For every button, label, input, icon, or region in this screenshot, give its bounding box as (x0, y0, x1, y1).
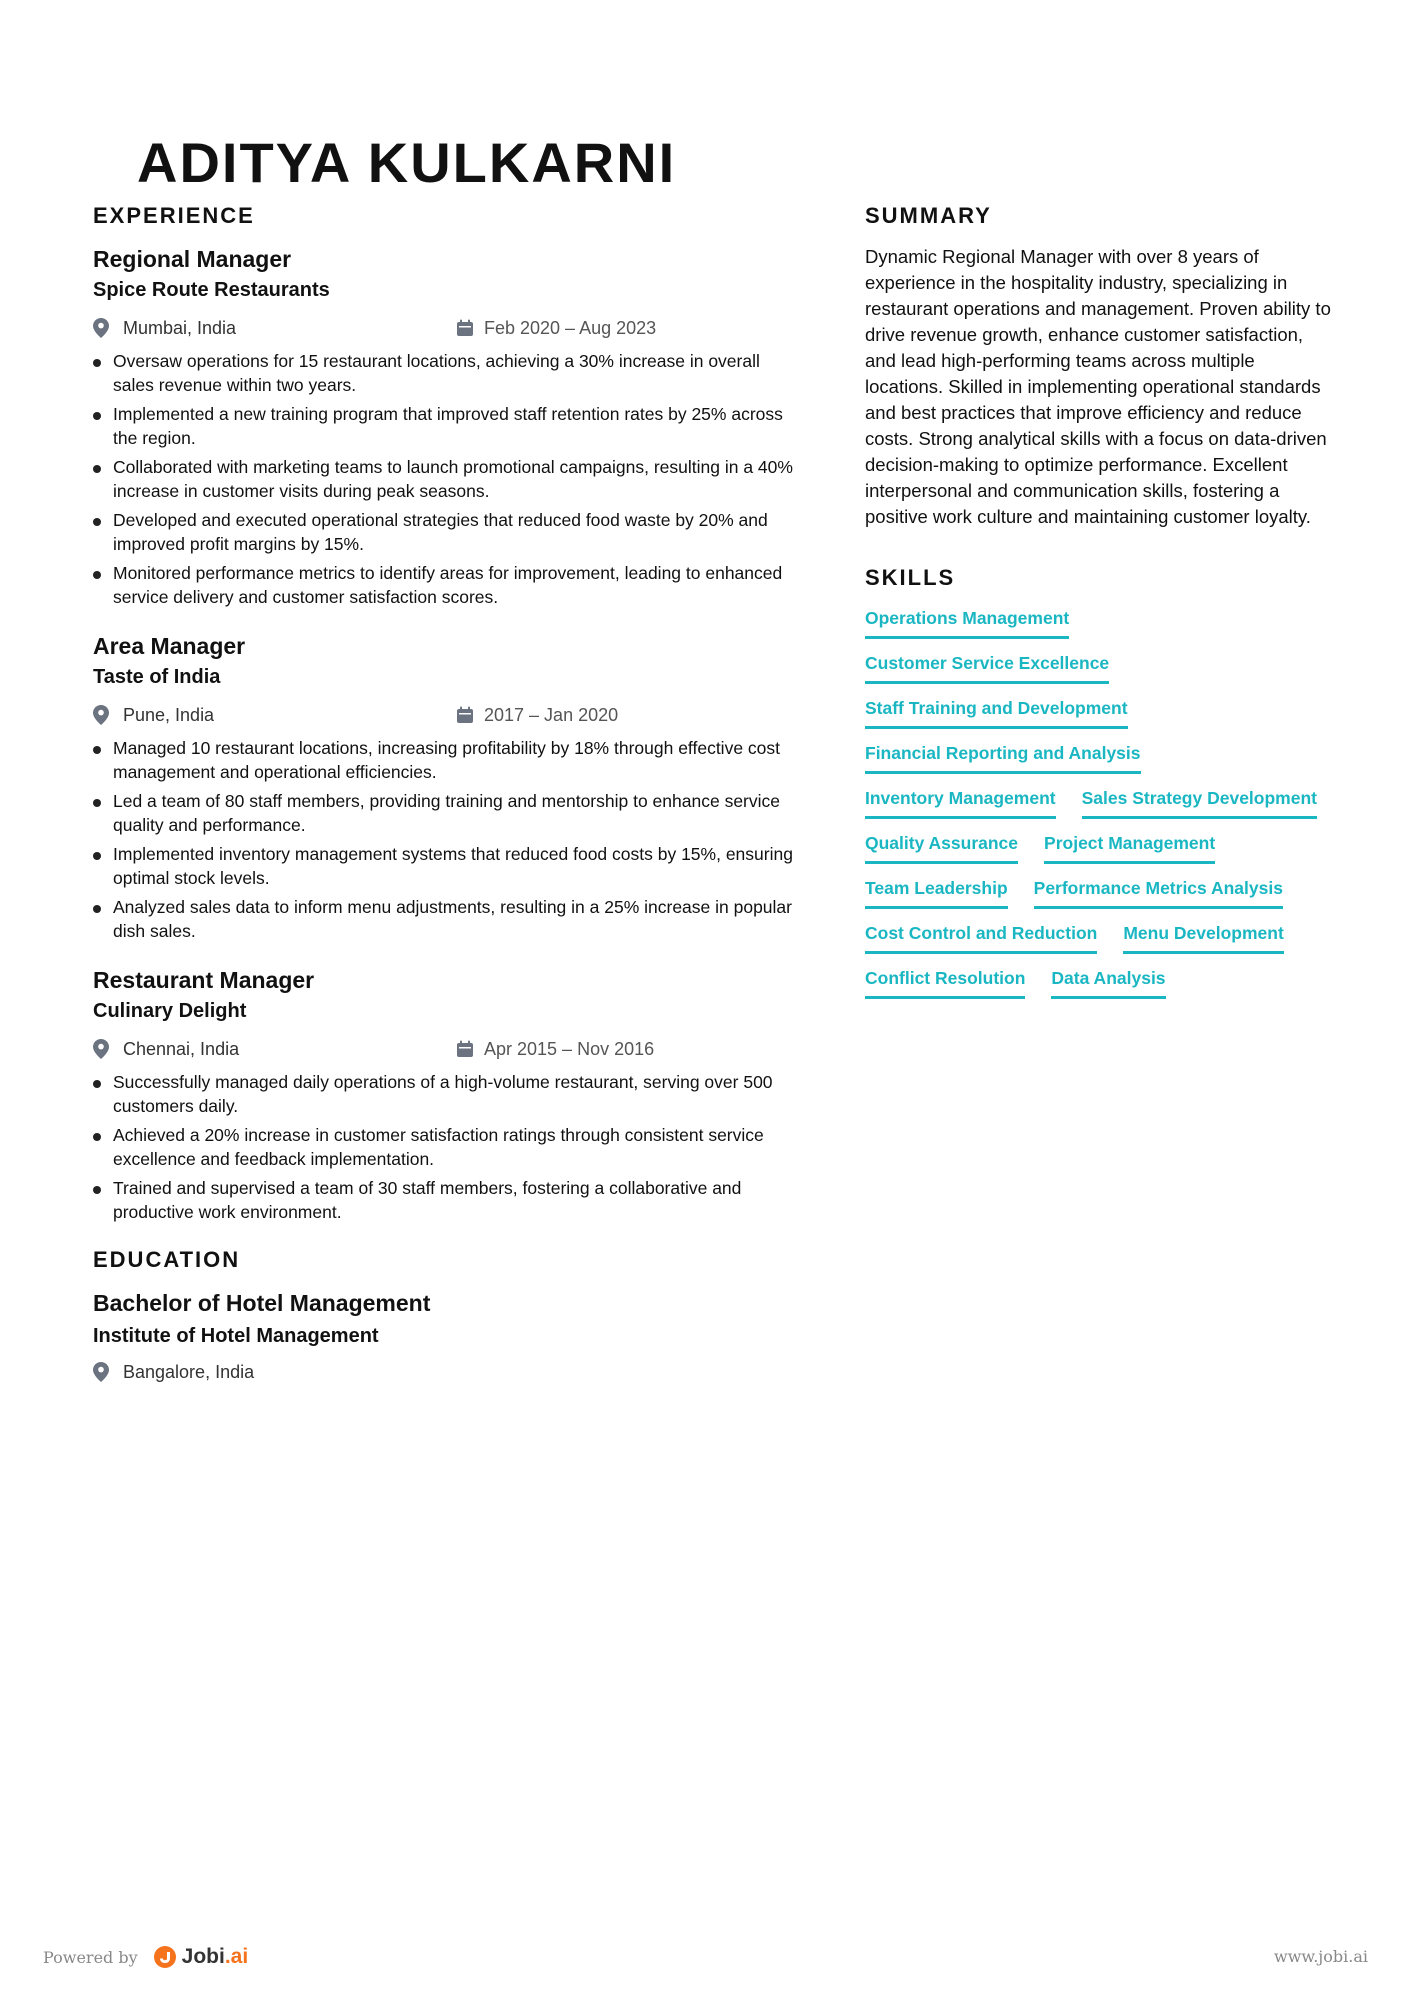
job-dates (456, 701, 618, 729)
skill-tag: Conflict Resolution (865, 966, 1025, 999)
education-location-text: Bangalore, India (123, 1362, 255, 1382)
jobi-logo[interactable] (154, 1945, 249, 1969)
education-school: Institute of Hotel Management (93, 1325, 379, 1347)
right-column (865, 202, 1335, 999)
map-pin-icon (93, 705, 109, 725)
job-entry (93, 244, 803, 609)
job-entry (93, 965, 803, 1224)
job-bullet: Oversaw operations for 15 restaurant locations, achieving a 30% increase in overall sales revenue within two years. (93, 350, 803, 397)
job-bullet: Managed 10 restaurant locations, increasing profitability by 18% through effective cost management and operational efficiencies. (93, 737, 803, 784)
job-location-text: Pune, India (123, 705, 215, 725)
skill-tag: Cost Control and Reduction (865, 921, 1097, 954)
education-heading: EDUCATION (93, 1247, 241, 1272)
summary-heading: SUMMARY (865, 203, 992, 228)
skill-tag: Performance Metrics Analysis (1034, 876, 1283, 909)
skill-tag: Team Leadership (865, 876, 1008, 909)
job-location (93, 1035, 239, 1063)
job-location (93, 314, 236, 342)
summary-text: Dynamic Regional Manager with over 8 years of experience in the hospitality industry, specializing in restaurant operations and management. Proven ability to drive revenue growth, enhance customer satisfaction, and lead high-performing teams across multiple locations. Skilled in implementing operational standards and best practices that improve efficiency and reduce costs. Strong analytical skills with a focus on data-driven decision-making to optimize performance. Excellent interpersonal and communication skills, fostering a positive work culture and maintaining customer loyalty. (865, 246, 1331, 527)
job-bullet-list (93, 1071, 803, 1224)
footer-website[interactable]: www.jobi.ai (1274, 1947, 1368, 1966)
job-bullet: Trained and supervised a team of 30 staff members, fostering a collaborative and productive work environment. (93, 1177, 803, 1224)
job-entry (93, 631, 803, 943)
job-location-text: Mumbai, India (123, 318, 237, 338)
job-bullet-list (93, 350, 803, 609)
map-pin-icon (93, 318, 109, 338)
job-bullet: Achieved a 20% increase in customer satisfaction ratings through consistent service excellence and feedback implementation. (93, 1124, 803, 1171)
job-bullet: Collaborated with marketing teams to launch promotional campaigns, resulting in a 40% increase in customer visits during peak seasons. (93, 456, 803, 503)
job-title: Regional Manager (93, 246, 292, 272)
job-meta (93, 1035, 803, 1063)
skill-tag: Quality Assurance (865, 831, 1018, 864)
job-company: Culinary Delight (93, 1000, 247, 1022)
job-bullet: Implemented a new training program that improved staff retention rates by 25% across the region. (93, 403, 803, 450)
left-column (93, 202, 803, 1394)
map-pin-icon (93, 1362, 109, 1382)
job-dates-text: 2017 – Jan 2020 (484, 705, 619, 725)
skill-tag: Inventory Management (865, 786, 1056, 819)
job-bullet: Successfully managed daily operations of a high-volume restaurant, serving over 500 customers daily. (93, 1071, 803, 1118)
education-degree: Bachelor of Hotel Management (93, 1290, 431, 1316)
calendar-icon (456, 1040, 474, 1058)
job-bullet: Developed and executed operational strategies that reduced food waste by 20% and improved profit margins by 15%. (93, 509, 803, 556)
skill-tag: Sales Strategy Development (1082, 786, 1317, 819)
skill-tag: Operations Management (865, 606, 1069, 639)
education-location (93, 1358, 254, 1386)
job-dates (456, 1035, 654, 1063)
skill-tag: Project Management (1044, 831, 1215, 864)
job-dates (456, 314, 656, 342)
job-meta (93, 314, 803, 342)
education-meta (93, 1358, 803, 1386)
footer-powered-by (43, 1945, 248, 1969)
job-title: Area Manager (93, 633, 246, 659)
skills-heading: SKILLS (865, 565, 956, 590)
skill-tag: Staff Training and Development (865, 696, 1128, 729)
powered-by-text: Powered by (43, 1947, 138, 1967)
job-bullet: Monitored performance metrics to identify areas for improvement, leading to enhanced service delivery and customer satisfaction scores. (93, 562, 803, 609)
skills-list (865, 606, 1335, 999)
jobi-logo-icon (154, 1946, 176, 1968)
job-meta (93, 701, 803, 729)
candidate-name: ADITYA KULKARNI (137, 131, 677, 194)
calendar-icon (456, 319, 474, 337)
job-location (93, 701, 214, 729)
jobi-logo-text: Jobi.ai (181, 1945, 249, 1968)
job-company: Taste of India (93, 666, 221, 688)
skill-tag: Menu Development (1123, 921, 1283, 954)
job-dates-text: Feb 2020 – Aug 2023 (484, 318, 657, 338)
job-bullet: Led a team of 80 staff members, providing training and mentorship to enhance service quality and performance. (93, 790, 803, 837)
job-dates-text: Apr 2015 – Nov 2016 (484, 1039, 655, 1059)
map-pin-icon (93, 1039, 109, 1059)
job-bullet-list (93, 737, 803, 943)
experience-heading: EXPERIENCE (93, 203, 255, 228)
education-entry (93, 1288, 803, 1386)
job-bullet: Implemented inventory management systems that reduced food costs by 15%, ensuring optimal stock levels. (93, 843, 803, 890)
job-location-text: Chennai, India (123, 1039, 240, 1059)
skill-tag: Data Analysis (1051, 966, 1165, 999)
calendar-icon (456, 706, 474, 724)
job-company: Spice Route Restaurants (93, 279, 330, 301)
job-bullet: Analyzed sales data to inform menu adjustments, resulting in a 25% increase in popular dish sales. (93, 896, 803, 943)
job-title: Restaurant Manager (93, 967, 315, 993)
skill-tag: Financial Reporting and Analysis (865, 741, 1141, 774)
experience-list (93, 244, 803, 1224)
skill-tag: Customer Service Excellence (865, 651, 1109, 684)
